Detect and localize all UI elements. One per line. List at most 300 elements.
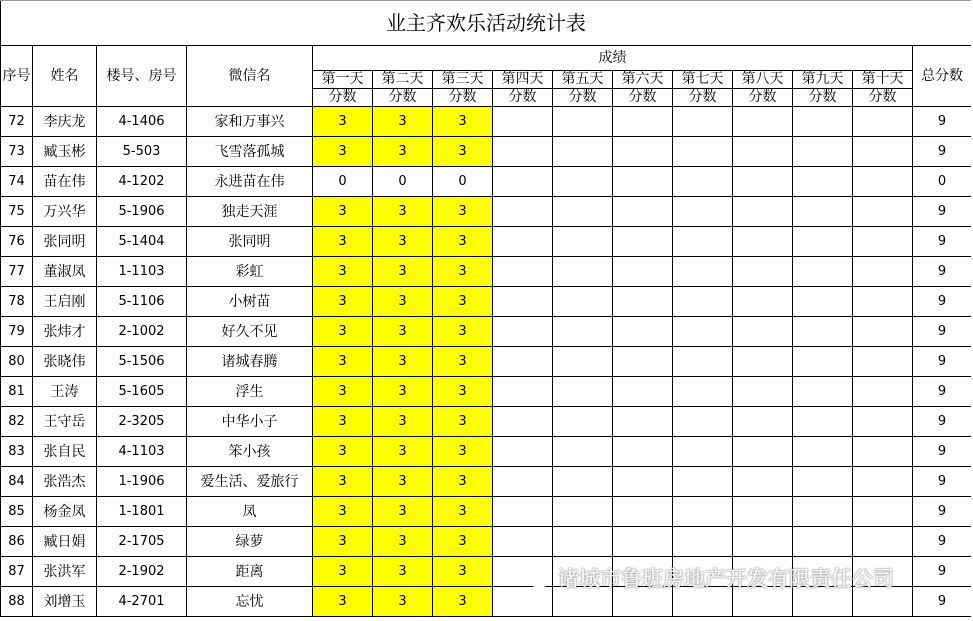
cell-name: 刘增玉 <box>33 587 97 617</box>
cell-score-day-6 <box>613 167 673 197</box>
cell-score-day-2: 3 <box>373 287 433 317</box>
cell-score-day-1: 3 <box>313 527 373 557</box>
cell-score-day-5 <box>553 137 613 167</box>
cell-score-day-5 <box>553 557 613 587</box>
cell-score-day-7 <box>673 227 733 257</box>
cell-score-day-7 <box>673 377 733 407</box>
cell-score-day-3: 3 <box>433 497 493 527</box>
cell-score-day-8 <box>733 587 793 617</box>
header-total: 总分数 <box>913 46 972 107</box>
cell-wechat: 绿萝 <box>187 527 313 557</box>
cell-score-day-1: 3 <box>313 377 373 407</box>
cell-score-day-6 <box>613 587 673 617</box>
cell-score-day-2: 0 <box>373 167 433 197</box>
cell-score-day-5 <box>553 377 613 407</box>
cell-total: 9 <box>913 197 972 227</box>
cell-score-day-1: 3 <box>313 497 373 527</box>
cell-score-day-6 <box>613 257 673 287</box>
cell-score-day-2: 3 <box>373 437 433 467</box>
cell-score-day-6 <box>613 107 673 137</box>
cell-score-day-4 <box>493 107 553 137</box>
cell-score-day-2: 3 <box>373 527 433 557</box>
cell-name: 董淑凤 <box>33 257 97 287</box>
cell-score-day-4 <box>493 557 553 587</box>
cell-score-day-5 <box>553 257 613 287</box>
header-score-sub: 分数 <box>373 89 433 107</box>
cell-index: 85 <box>1 497 33 527</box>
cell-score-day-2: 3 <box>373 197 433 227</box>
cell-index: 76 <box>1 227 33 257</box>
header-score-sub: 分数 <box>433 89 493 107</box>
cell-score-day-5 <box>553 317 613 347</box>
cell-score-day-8 <box>733 287 793 317</box>
table-row <box>1 107 972 137</box>
cell-index: 82 <box>1 407 33 437</box>
cell-score-day-10 <box>853 557 913 587</box>
cell-score-day-5 <box>553 527 613 557</box>
table-row <box>1 497 972 527</box>
cell-score-day-2: 3 <box>373 557 433 587</box>
cell-score-day-5 <box>553 407 613 437</box>
cell-total: 9 <box>913 527 972 557</box>
cell-unit: 4-1202 <box>97 167 187 197</box>
header-day-1: 第一天 <box>313 71 373 89</box>
cell-score-day-1: 3 <box>313 317 373 347</box>
table-row <box>1 587 972 617</box>
cell-total: 0 <box>913 167 972 197</box>
cell-score-day-10 <box>853 407 913 437</box>
cell-score-day-10 <box>853 467 913 497</box>
cell-name: 王守岳 <box>33 407 97 437</box>
cell-total: 9 <box>913 257 972 287</box>
cell-name: 张自民 <box>33 437 97 467</box>
cell-unit: 1-1103 <box>97 257 187 287</box>
cell-score-day-1: 3 <box>313 557 373 587</box>
table-row <box>1 347 972 377</box>
table-row <box>1 437 972 467</box>
cell-score-day-1: 3 <box>313 467 373 497</box>
cell-score-day-5 <box>553 587 613 617</box>
cell-score-day-9 <box>793 467 853 497</box>
cell-score-day-10 <box>853 107 913 137</box>
cell-score-day-8 <box>733 167 793 197</box>
cell-score-day-3: 3 <box>433 287 493 317</box>
header-day-8: 第八天 <box>733 71 793 89</box>
cell-score-day-8 <box>733 557 793 587</box>
cell-score-day-4 <box>493 317 553 347</box>
cell-score-day-1: 3 <box>313 107 373 137</box>
cell-score-day-4 <box>493 137 553 167</box>
cell-score-day-9 <box>793 287 853 317</box>
cell-score-day-3: 3 <box>433 587 493 617</box>
header-day-7: 第七天 <box>673 71 733 89</box>
cell-wechat: 张同明 <box>187 227 313 257</box>
cell-score-day-4 <box>493 467 553 497</box>
cell-score-day-1: 3 <box>313 437 373 467</box>
header-day-3: 第三天 <box>433 71 493 89</box>
cell-score-day-4 <box>493 497 553 527</box>
cell-wechat: 中华小子 <box>187 407 313 437</box>
cell-score-day-1: 3 <box>313 407 373 437</box>
cell-wechat: 小树苗 <box>187 287 313 317</box>
cell-score-day-10 <box>853 167 913 197</box>
cell-wechat: 浮生 <box>187 377 313 407</box>
header-score-sub: 分数 <box>313 89 373 107</box>
cell-score-day-6 <box>613 227 673 257</box>
header-score-group: 成绩 <box>313 46 913 71</box>
cell-score-day-4 <box>493 347 553 377</box>
cell-score-day-5 <box>553 287 613 317</box>
cell-score-day-2: 3 <box>373 407 433 437</box>
cell-wechat: 飞雪落孤城 <box>187 137 313 167</box>
cell-score-day-4 <box>493 287 553 317</box>
table-row <box>1 137 972 167</box>
cell-unit: 1-1906 <box>97 467 187 497</box>
cell-score-day-6 <box>613 527 673 557</box>
cell-score-day-9 <box>793 557 853 587</box>
cell-score-day-2: 3 <box>373 467 433 497</box>
cell-score-day-8 <box>733 497 793 527</box>
cell-score-day-10 <box>853 497 913 527</box>
cell-total: 9 <box>913 227 972 257</box>
cell-score-day-8 <box>733 227 793 257</box>
cell-score-day-10 <box>853 257 913 287</box>
cell-score-day-8 <box>733 377 793 407</box>
table-row <box>1 167 972 197</box>
cell-total: 9 <box>913 467 972 497</box>
cell-index: 73 <box>1 137 33 167</box>
table-row <box>1 527 972 557</box>
cell-unit: 5-1506 <box>97 347 187 377</box>
cell-index: 75 <box>1 197 33 227</box>
table-row <box>1 377 972 407</box>
cell-score-day-10 <box>853 287 913 317</box>
cell-score-day-7 <box>673 107 733 137</box>
header-wechat: 微信名 <box>187 46 313 107</box>
table-row <box>1 317 972 347</box>
cell-index: 81 <box>1 377 33 407</box>
cell-score-day-6 <box>613 317 673 347</box>
header-name: 姓名 <box>33 46 97 107</box>
cell-name: 苗在伟 <box>33 167 97 197</box>
cell-name: 万兴华 <box>33 197 97 227</box>
header-day-9: 第九天 <box>793 71 853 89</box>
cell-score-day-6 <box>613 467 673 497</box>
cell-score-day-3: 3 <box>433 347 493 377</box>
cell-total: 9 <box>913 107 972 137</box>
cell-score-day-5 <box>553 467 613 497</box>
cell-score-day-8 <box>733 257 793 287</box>
cell-score-day-9 <box>793 347 853 377</box>
cell-wechat: 凤 <box>187 497 313 527</box>
cell-score-day-2: 3 <box>373 587 433 617</box>
header-score-sub: 分数 <box>733 89 793 107</box>
cell-score-day-4 <box>493 587 553 617</box>
cell-score-day-1: 3 <box>313 227 373 257</box>
cell-index: 86 <box>1 527 33 557</box>
table-row <box>1 407 972 437</box>
cell-score-day-5 <box>553 167 613 197</box>
cell-unit: 2-3205 <box>97 407 187 437</box>
cell-score-day-4 <box>493 257 553 287</box>
cell-index: 80 <box>1 347 33 377</box>
cell-score-day-9 <box>793 377 853 407</box>
cell-score-day-3: 3 <box>433 137 493 167</box>
cell-score-day-7 <box>673 497 733 527</box>
header-day-4: 第四天 <box>493 71 553 89</box>
cell-score-day-10 <box>853 587 913 617</box>
cell-score-day-9 <box>793 437 853 467</box>
cell-wechat: 好久不见 <box>187 317 313 347</box>
cell-name: 张晓伟 <box>33 347 97 377</box>
cell-score-day-3: 3 <box>433 407 493 437</box>
cell-index: 78 <box>1 287 33 317</box>
cell-score-day-3: 3 <box>433 227 493 257</box>
cell-score-day-9 <box>793 527 853 557</box>
cell-score-day-1: 3 <box>313 287 373 317</box>
cell-index: 87 <box>1 557 33 587</box>
cell-score-day-1: 3 <box>313 347 373 377</box>
cell-wechat: 爱生活、爱旅行 <box>187 467 313 497</box>
cell-score-day-8 <box>733 197 793 227</box>
cell-score-day-9 <box>793 197 853 227</box>
cell-score-day-3: 3 <box>433 377 493 407</box>
cell-unit: 2-1705 <box>97 527 187 557</box>
cell-score-day-7 <box>673 197 733 227</box>
cell-name: 张浩杰 <box>33 467 97 497</box>
cell-score-day-3: 0 <box>433 167 493 197</box>
cell-score-day-1: 3 <box>313 197 373 227</box>
cell-score-day-7 <box>673 347 733 377</box>
table-row <box>1 197 972 227</box>
cell-total: 9 <box>913 137 972 167</box>
table-row <box>1 257 972 287</box>
cell-score-day-10 <box>853 227 913 257</box>
cell-score-day-7 <box>673 467 733 497</box>
cell-name: 张同明 <box>33 227 97 257</box>
header-day-10: 第十天 <box>853 71 913 89</box>
cell-score-day-9 <box>793 137 853 167</box>
cell-unit: 5-503 <box>97 137 187 167</box>
cell-score-day-7 <box>673 557 733 587</box>
cell-wechat: 独走天涯 <box>187 197 313 227</box>
cell-score-day-1: 3 <box>313 587 373 617</box>
cell-score-day-3: 3 <box>433 467 493 497</box>
cell-score-day-9 <box>793 407 853 437</box>
cell-total: 9 <box>913 437 972 467</box>
cell-index: 88 <box>1 587 33 617</box>
cell-wechat: 永进苗在伟 <box>187 167 313 197</box>
cell-unit: 4-2701 <box>97 587 187 617</box>
cell-score-day-10 <box>853 377 913 407</box>
header-score-sub: 分数 <box>613 89 673 107</box>
cell-score-day-3: 3 <box>433 527 493 557</box>
cell-total: 9 <box>913 587 972 617</box>
cell-score-day-5 <box>553 497 613 527</box>
cell-score-day-6 <box>613 137 673 167</box>
cell-total: 9 <box>913 287 972 317</box>
header-score-sub: 分数 <box>553 89 613 107</box>
cell-name: 臧日娟 <box>33 527 97 557</box>
cell-score-day-4 <box>493 167 553 197</box>
cell-score-day-6 <box>613 197 673 227</box>
cell-score-day-6 <box>613 437 673 467</box>
header-day-2: 第二天 <box>373 71 433 89</box>
cell-wechat: 彩虹 <box>187 257 313 287</box>
cell-name: 杨金凤 <box>33 497 97 527</box>
table-row <box>1 467 972 497</box>
cell-score-day-7 <box>673 527 733 557</box>
cell-score-day-2: 3 <box>373 107 433 137</box>
cell-score-day-6 <box>613 557 673 587</box>
table-row <box>1 287 972 317</box>
cell-name: 王启刚 <box>33 287 97 317</box>
cell-score-day-6 <box>613 347 673 377</box>
cell-score-day-5 <box>553 197 613 227</box>
cell-score-day-9 <box>793 317 853 347</box>
cell-score-day-4 <box>493 527 553 557</box>
cell-score-day-6 <box>613 407 673 437</box>
cell-wechat: 诸城春腾 <box>187 347 313 377</box>
header-score-sub: 分数 <box>673 89 733 107</box>
cell-score-day-3: 3 <box>433 107 493 137</box>
cell-score-day-9 <box>793 167 853 197</box>
cell-total: 9 <box>913 557 972 587</box>
cell-score-day-7 <box>673 317 733 347</box>
cell-index: 83 <box>1 437 33 467</box>
cell-total: 9 <box>913 317 972 347</box>
cell-score-day-7 <box>673 407 733 437</box>
cell-score-day-2: 3 <box>373 317 433 347</box>
cell-score-day-4 <box>493 197 553 227</box>
cell-name: 王涛 <box>33 377 97 407</box>
cell-wechat: 笨小孩 <box>187 437 313 467</box>
cell-score-day-1: 3 <box>313 257 373 287</box>
cell-score-day-8 <box>733 317 793 347</box>
cell-score-day-1: 3 <box>313 137 373 167</box>
cell-score-day-7 <box>673 287 733 317</box>
cell-score-day-8 <box>733 107 793 137</box>
cell-wechat: 距离 <box>187 557 313 587</box>
cell-score-day-2: 3 <box>373 227 433 257</box>
cell-score-day-7 <box>673 167 733 197</box>
cell-score-day-10 <box>853 347 913 377</box>
cell-score-day-4 <box>493 437 553 467</box>
cell-score-day-4 <box>493 407 553 437</box>
cell-score-day-7 <box>673 437 733 467</box>
cell-score-day-8 <box>733 437 793 467</box>
cell-score-day-5 <box>553 107 613 137</box>
cell-score-day-10 <box>853 317 913 347</box>
cell-score-day-4 <box>493 227 553 257</box>
cell-index: 79 <box>1 317 33 347</box>
cell-unit: 5-1106 <box>97 287 187 317</box>
cell-score-day-8 <box>733 137 793 167</box>
cell-score-day-7 <box>673 587 733 617</box>
cell-score-day-8 <box>733 347 793 377</box>
watermark-text: 诸城市鲁班房地产开发有限责任公司 <box>558 567 894 591</box>
cell-name: 李庆龙 <box>33 107 97 137</box>
cell-score-day-2: 3 <box>373 497 433 527</box>
cell-index: 74 <box>1 167 33 197</box>
cell-unit: 5-1605 <box>97 377 187 407</box>
cell-score-day-7 <box>673 137 733 167</box>
cell-score-day-8 <box>733 527 793 557</box>
cell-score-day-9 <box>793 257 853 287</box>
cell-score-day-8 <box>733 467 793 497</box>
cell-score-day-3: 3 <box>433 437 493 467</box>
cell-score-day-8 <box>733 407 793 437</box>
cell-score-day-2: 3 <box>373 377 433 407</box>
cell-total: 9 <box>913 377 972 407</box>
header-score-sub: 分数 <box>793 89 853 107</box>
cell-score-day-3: 3 <box>433 257 493 287</box>
cell-score-day-1: 0 <box>313 167 373 197</box>
cell-name: 张炜才 <box>33 317 97 347</box>
cell-score-day-7 <box>673 257 733 287</box>
header-score-sub: 分数 <box>853 89 913 107</box>
header-unit: 楼号、房号 <box>97 46 187 107</box>
header-index: 序号 <box>1 46 33 107</box>
table-row <box>1 227 972 257</box>
cell-unit: 2-1002 <box>97 317 187 347</box>
cell-score-day-5 <box>553 347 613 377</box>
table-title: 业主齐欢乐活动统计表 <box>1 1 972 46</box>
cell-score-day-10 <box>853 137 913 167</box>
cell-score-day-2: 3 <box>373 137 433 167</box>
cell-score-day-4 <box>493 377 553 407</box>
cell-wechat: 家和万事兴 <box>187 107 313 137</box>
cell-score-day-3: 3 <box>433 197 493 227</box>
cell-score-day-3: 3 <box>433 557 493 587</box>
header-score-sub: 分数 <box>493 89 553 107</box>
cell-score-day-2: 3 <box>373 257 433 287</box>
cell-score-day-9 <box>793 107 853 137</box>
cell-unit: 4-1406 <box>97 107 187 137</box>
cell-index: 77 <box>1 257 33 287</box>
header-day-6: 第六天 <box>613 71 673 89</box>
cell-score-day-6 <box>613 287 673 317</box>
cell-wechat: 忘忧 <box>187 587 313 617</box>
header-day-5: 第五天 <box>553 71 613 89</box>
cell-score-day-2: 3 <box>373 347 433 377</box>
cell-unit: 4-1103 <box>97 437 187 467</box>
cell-score-day-6 <box>613 377 673 407</box>
cell-score-day-6 <box>613 497 673 527</box>
cell-unit: 5-1906 <box>97 197 187 227</box>
cell-name: 臧玉彬 <box>33 137 97 167</box>
cell-unit: 2-1902 <box>97 557 187 587</box>
cell-index: 72 <box>1 107 33 137</box>
cell-score-day-10 <box>853 437 913 467</box>
cell-score-day-9 <box>793 587 853 617</box>
cell-score-day-9 <box>793 227 853 257</box>
cell-unit: 5-1404 <box>97 227 187 257</box>
cell-total: 9 <box>913 497 972 527</box>
cell-score-day-5 <box>553 227 613 257</box>
cell-index: 84 <box>1 467 33 497</box>
cell-score-day-3: 3 <box>433 317 493 347</box>
cell-total: 9 <box>913 407 972 437</box>
cell-total: 9 <box>913 347 972 377</box>
table-row <box>1 557 972 587</box>
cell-score-day-10 <box>853 197 913 227</box>
cell-score-day-5 <box>553 437 613 467</box>
cell-name: 张洪军 <box>33 557 97 587</box>
cell-score-day-10 <box>853 527 913 557</box>
cell-unit: 1-1801 <box>97 497 187 527</box>
cell-score-day-9 <box>793 497 853 527</box>
